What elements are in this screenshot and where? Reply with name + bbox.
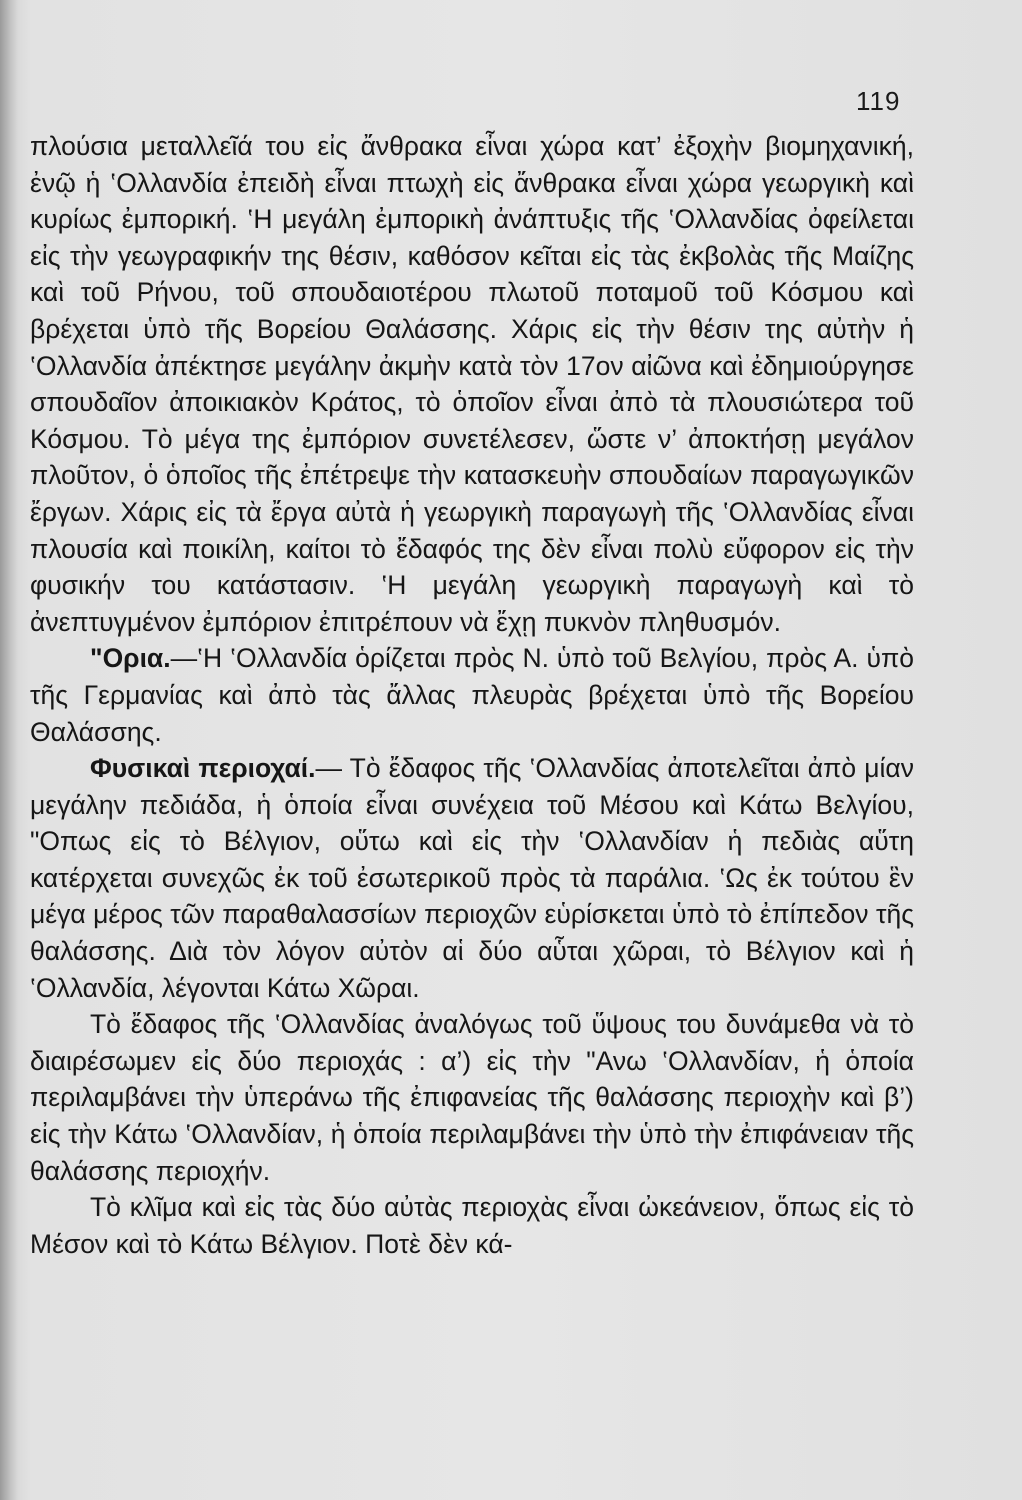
paragraph-physical-regions <box>30 750 914 1006</box>
section-heading-borders: "Ορια. <box>90 643 171 674</box>
page-body-text <box>30 128 914 1262</box>
section-heading-physical-regions: Φυσικαὶ περιοχαί. <box>90 753 316 784</box>
page-number: 119 <box>856 86 901 116</box>
paragraph-1-text: πλούσια μεταλλεῖά του εἰς ἄνθρακα εἶναι χώρα κατ’ ἐξοχὴν βιομηχανική, ἐνῷ ἡ ‛Ολλανδία ἐπειδὴ εἶναι πτωχὴ εἰς ἄνθρακα εἶναι χώρα γεωργικὴ καὶ κυρίως ἐμπορική. ‛Η μεγάλη ἐμπορικὴ ἀνάπτυξις τῆς ‛Ολλανδίας ὀφείλεται εἰς τὴν γεωγραφικήν της θέσιν, καθόσον κεῖται εἰς τὰς ἐκβολὰς τῆς Μαίζης καὶ τοῦ Ρήνου, τοῦ σπουδαιοτέρου πλωτοῦ ποταμοῦ τοῦ Κόσμου καὶ βρέχεται ὑπὸ τῆς Βορείου Θαλάσσης. Χάρις εἰς τὴν θέσιν της αὐτὴν ἡ ‛Ολλανδία ἀπέκτησε μεγάλην ἀκμὴν κατὰ τὸν 17ον αἰῶνα καὶ ἐδημιούργησε σπουδαῖον ἀποικιακὸν Κράτος, τὸ ὁποῖον εἶναι ἀπὸ τὰ πλουσιώτερα τοῦ Κόσμου. Τὸ μέγα της ἐμπόριον συνετέλεσεν, ὥστε ν’ ἀποκτήσῃ μεγάλον πλοῦτον, ὁ ὁποῖος τῆς ἐπέτρεψε τὴν κατασκευὴν σπουδαίων παραγωγικῶν ἔργων. Χάρις εἰς τὰ ἔργα αὐτὰ ἡ γεωργικὴ παραγωγὴ τῆς ‛Ολλανδίας εἶναι πλουσία καὶ ποικίλη, καίτοι τὸ ἔδαφός της δὲν εἶναι πολὺ εὔφορον εἰς τὴν φυσικήν του κατάστασιν. ‛Η μεγάλη γεωργικὴ παραγωγὴ καὶ τὸ ἀνεπτυγμένον ἐμπόριον ἐπιτρέπουν νὰ ἔχῃ πυκνὸν πληθυσμόν. <box>30 131 914 637</box>
paragraph-terrain-division-text: Τὸ ἔδαφος τῆς ‛Ολλανδίας ἀναλόγως τοῦ ὕψους του δυνάμεθα νὰ τὸ διαιρέσωμεν εἰς δύο περιοχάς : α’) εἰς τὴν "Ανω ‛Ολλανδίαν, ἡ ὁποία περιλαμβάνει τὴν ὑπεράνω τῆς ἐπιφανείας τῆς θαλάσσης περιοχὴν καὶ β’) εἰς τὴν Κάτω ‛Ολλανδίαν, ἡ ὁποία περιλαμβάνει τὴν ὑπὸ τὴν ἐπιφάνειαν τῆς θαλάσσης περιοχήν. <box>30 1009 914 1186</box>
book-spine-shadow <box>0 0 18 1500</box>
paragraph-physical-regions-text: — Τὸ ἔδαφος τῆς ‛Ολλανδίας ἀποτελεῖται ἀπὸ μίαν μεγάλην πεδιάδα, ἡ ὁποία εἶναι συνέχεια τοῦ Μέσου καὶ Κάτω Βελγίου, "Οπως εἰς τὸ Βέλγιον, οὕτω καὶ εἰς τὴν ‛Ολλανδίαν ἡ πεδιὰς αὕτη κατέρχεται συνεχῶς ἐκ τοῦ ἐσωτερικοῦ πρὸς τὰ παράλια. ‛Ως ἐκ τούτου ἓν μέγα μέρος τῶν παραθαλασσίων περιοχῶν εὑρίσκεται ὑπὸ τὸ ἐπίπεδον τῆς θαλάσσης. Διὰ τὸν λόγον αὐτὸν αἱ δύο αὗται χῶραι, τὸ Βέλγιον καὶ ἡ ‛Ολλανδία, λέγονται Κάτω Χῶραι. <box>30 753 914 1003</box>
paragraph-terrain-division <box>30 1006 914 1189</box>
paragraph-climate <box>30 1189 914 1262</box>
paragraph-borders <box>30 640 914 750</box>
paragraph-1 <box>30 128 914 640</box>
paragraph-borders-text: —‛Η ‛Ολλανδία ὁρίζεται πρὸς Ν. ὑπὸ τοῦ Βελγίου, πρὸς Α. ὑπὸ τῆς Γερμανίας καὶ ἀπὸ τὰς ἄλλας πλευρὰς βρέχεται ὑπὸ τῆς Βορείου Θαλάσσης. <box>30 643 914 747</box>
paragraph-climate-text: Τὸ κλῖμα καὶ εἰς τὰς δύο αὐτὰς περιοχὰς εἶναι ὠκεάνειον, ὅπως εἰς τὸ Μέσον καὶ τὸ Κάτω Βέλγιον. Ποτὲ δὲν κά- <box>30 1192 914 1259</box>
